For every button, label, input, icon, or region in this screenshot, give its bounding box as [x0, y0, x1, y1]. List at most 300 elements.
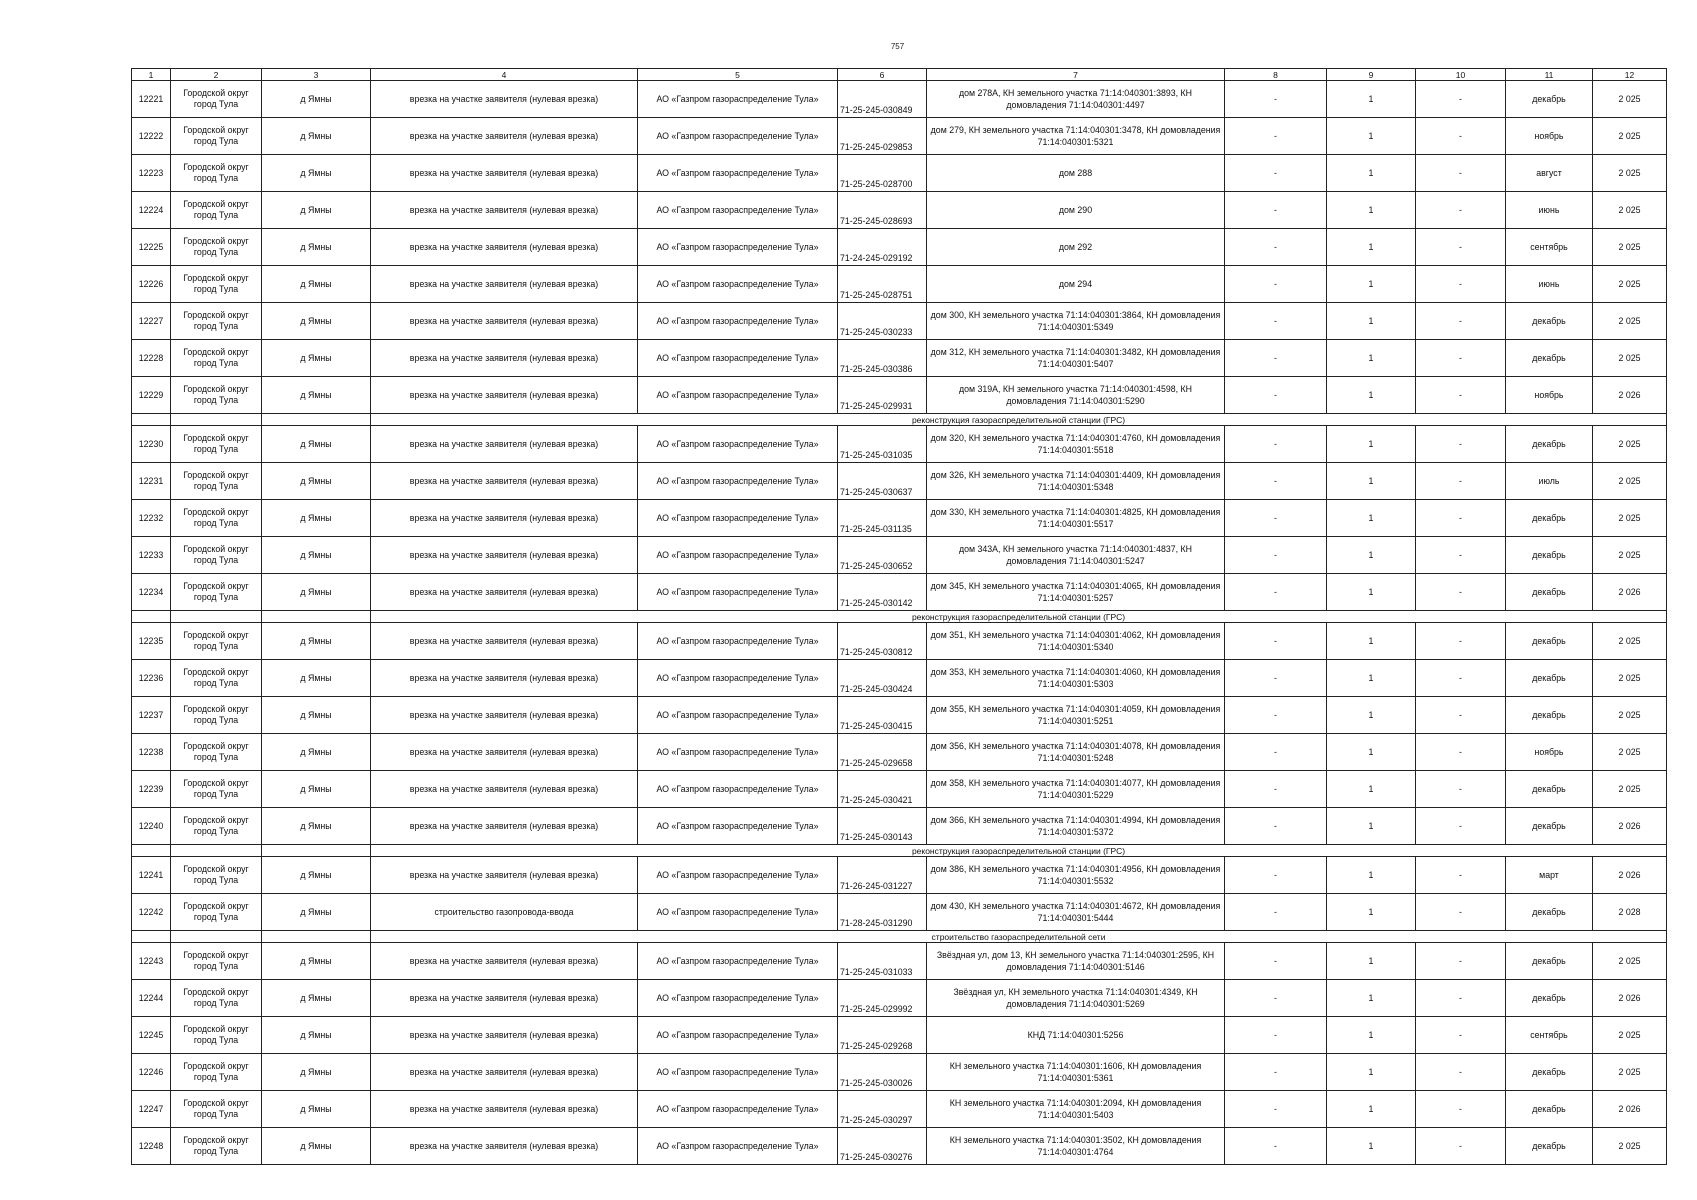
request-code-cell: 71-25-245-031035 [838, 426, 927, 463]
column-10-cell: - [1416, 303, 1506, 340]
month-cell: ноябрь [1506, 734, 1593, 771]
section-blank-cell [132, 845, 171, 857]
column-10-cell: - [1416, 697, 1506, 734]
organization-cell: АО «Газпром газораспределение Тула» [638, 734, 838, 771]
section-blank-cell [171, 845, 262, 857]
column-10-cell: - [1416, 81, 1506, 118]
row-number-cell: 12239 [132, 771, 171, 808]
month-cell: июнь [1506, 192, 1593, 229]
month-cell: июль [1506, 463, 1593, 500]
column-8-cell: - [1225, 192, 1327, 229]
year-cell: 2 025 [1593, 192, 1667, 229]
district-cell: Городской округ город Тула [171, 734, 262, 771]
column-10-cell: - [1416, 266, 1506, 303]
column-10-cell: - [1416, 377, 1506, 414]
month-cell: декабрь [1506, 660, 1593, 697]
row-number-cell: 12224 [132, 192, 171, 229]
district-cell: Городской округ город Тула [171, 118, 262, 155]
district-cell: Городской округ город Тула [171, 340, 262, 377]
district-cell: Городской округ город Тула [171, 623, 262, 660]
work-type-cell: врезка на участке заявителя (нулевая врезка) [371, 118, 638, 155]
locality-cell: д Ямны [262, 771, 371, 808]
work-type-cell: врезка на участке заявителя (нулевая врезка) [371, 943, 638, 980]
locality-cell: д Ямны [262, 229, 371, 266]
month-cell: декабрь [1506, 980, 1593, 1017]
locality-cell: д Ямны [262, 537, 371, 574]
column-8-cell: - [1225, 660, 1327, 697]
column-8-cell: - [1225, 340, 1327, 377]
month-cell: июнь [1506, 266, 1593, 303]
year-cell: 2 025 [1593, 1054, 1667, 1091]
row-number-cell: 12232 [132, 500, 171, 537]
month-cell: декабрь [1506, 81, 1593, 118]
organization-cell: АО «Газпром газораспределение Тула» [638, 377, 838, 414]
column-10-cell: - [1416, 1054, 1506, 1091]
column-10-cell: - [1416, 1128, 1506, 1165]
table-row [132, 857, 1667, 894]
organization-cell: АО «Газпром газораспределение Тула» [638, 229, 838, 266]
address-cell: КН земельного участка 71:14:040301:3502, КН домовладения 71:14:040301:4764 [927, 1128, 1225, 1165]
district-cell: Городской округ город Тула [171, 229, 262, 266]
work-type-cell: врезка на участке заявителя (нулевая врезка) [371, 1017, 638, 1054]
column-10-cell: - [1416, 771, 1506, 808]
row-number-cell: 12240 [132, 808, 171, 845]
request-code-cell: 71-25-245-030424 [838, 660, 927, 697]
district-cell: Городской округ город Тула [171, 1054, 262, 1091]
work-type-cell: врезка на участке заявителя (нулевая врезка) [371, 697, 638, 734]
address-cell: КН земельного участка 71:14:040301:1606, КН домовладения 71:14:040301:5361 [927, 1054, 1225, 1091]
request-code-cell: 71-25-245-028700 [838, 155, 927, 192]
year-cell: 2 025 [1593, 266, 1667, 303]
organization-cell: АО «Газпром газораспределение Тула» [638, 1091, 838, 1128]
table-row [132, 118, 1667, 155]
request-code-cell: 71-25-245-030297 [838, 1091, 927, 1128]
section-blank-cell [262, 611, 371, 623]
column-8-cell: - [1225, 943, 1327, 980]
table-row [132, 1128, 1667, 1165]
table-row [132, 1017, 1667, 1054]
work-type-cell: строительство газопровода-ввода [371, 894, 638, 931]
column-number: 8 [1225, 69, 1327, 81]
table-row [132, 734, 1667, 771]
quantity-cell: 1 [1327, 771, 1416, 808]
request-code-cell: 71-25-245-029658 [838, 734, 927, 771]
organization-cell: АО «Газпром газораспределение Тула» [638, 1054, 838, 1091]
column-10-cell: - [1416, 192, 1506, 229]
column-8-cell: - [1225, 81, 1327, 118]
request-code-cell: 71-25-245-030142 [838, 574, 927, 611]
table-row [132, 660, 1667, 697]
column-number: 1 [132, 69, 171, 81]
table-body [132, 69, 1667, 1165]
organization-cell: АО «Газпром газораспределение Тула» [638, 500, 838, 537]
table-row [132, 500, 1667, 537]
row-number-cell: 12247 [132, 1091, 171, 1128]
month-cell: декабрь [1506, 894, 1593, 931]
month-cell: декабрь [1506, 1128, 1593, 1165]
quantity-cell: 1 [1327, 303, 1416, 340]
row-number-cell: 12237 [132, 697, 171, 734]
row-number-cell: 12236 [132, 660, 171, 697]
organization-cell: АО «Газпром газораспределение Тула» [638, 192, 838, 229]
year-cell: 2 026 [1593, 574, 1667, 611]
organization-cell: АО «Газпром газораспределение Тула» [638, 463, 838, 500]
column-number-row [132, 69, 1667, 81]
address-cell: дом 290 [927, 192, 1225, 229]
locality-cell: д Ямны [262, 266, 371, 303]
address-cell: дом 320, КН земельного участка 71:14:040301:4760, КН домовладения 71:14:040301:5518 [927, 426, 1225, 463]
column-10-cell: - [1416, 623, 1506, 660]
organization-cell: АО «Газпром газораспределение Тула» [638, 426, 838, 463]
locality-cell: д Ямны [262, 734, 371, 771]
organization-cell: АО «Газпром газораспределение Тула» [638, 340, 838, 377]
year-cell: 2 025 [1593, 1017, 1667, 1054]
column-10-cell: - [1416, 734, 1506, 771]
year-cell: 2 025 [1593, 303, 1667, 340]
address-cell: дом 326, КН земельного участка 71:14:040301:4409, КН домовладения 71:14:040301:5348 [927, 463, 1225, 500]
quantity-cell: 1 [1327, 943, 1416, 980]
quantity-cell: 1 [1327, 500, 1416, 537]
row-number-cell: 12248 [132, 1128, 171, 1165]
table-row [132, 81, 1667, 118]
locality-cell: д Ямны [262, 808, 371, 845]
column-8-cell: - [1225, 894, 1327, 931]
row-number-cell: 12223 [132, 155, 171, 192]
locality-cell: д Ямны [262, 340, 371, 377]
month-cell: сентябрь [1506, 1017, 1593, 1054]
locality-cell: д Ямны [262, 1017, 371, 1054]
month-cell: сентябрь [1506, 229, 1593, 266]
locality-cell: д Ямны [262, 574, 371, 611]
organization-cell: АО «Газпром газораспределение Тула» [638, 574, 838, 611]
address-cell: дом 351, КН земельного участка 71:14:040301:4062, КН домовладения 71:14:040301:5340 [927, 623, 1225, 660]
column-8-cell: - [1225, 1054, 1327, 1091]
request-code-cell: 71-28-245-031290 [838, 894, 927, 931]
month-cell: ноябрь [1506, 377, 1593, 414]
month-cell: декабрь [1506, 340, 1593, 377]
table-row [132, 697, 1667, 734]
column-10-cell: - [1416, 426, 1506, 463]
section-blank-cell [171, 414, 262, 426]
address-cell: дом 288 [927, 155, 1225, 192]
address-cell: дом 386, КН земельного участка 71:14:040301:4956, КН домовладения 71:14:040301:5532 [927, 857, 1225, 894]
district-cell: Городской округ город Тула [171, 377, 262, 414]
column-8-cell: - [1225, 463, 1327, 500]
year-cell: 2 025 [1593, 537, 1667, 574]
quantity-cell: 1 [1327, 697, 1416, 734]
row-number-cell: 12228 [132, 340, 171, 377]
quantity-cell: 1 [1327, 808, 1416, 845]
year-cell: 2 025 [1593, 229, 1667, 266]
address-cell: дом 300, КН земельного участка 71:14:040301:3864, КН домовладения 71:14:040301:5349 [927, 303, 1225, 340]
address-cell: дом 312, КН земельного участка 71:14:040301:3482, КН домовладения 71:14:040301:5407 [927, 340, 1225, 377]
section-blank-cell [132, 414, 171, 426]
row-number-cell: 12229 [132, 377, 171, 414]
column-10-cell: - [1416, 857, 1506, 894]
work-type-cell: врезка на участке заявителя (нулевая врезка) [371, 980, 638, 1017]
address-cell: дом 345, КН земельного участка 71:14:040301:4065, КН домовладения 71:14:040301:5257 [927, 574, 1225, 611]
table-row [132, 574, 1667, 611]
year-cell: 2 025 [1593, 500, 1667, 537]
table-row [132, 623, 1667, 660]
column-8-cell: - [1225, 574, 1327, 611]
month-cell: декабрь [1506, 574, 1593, 611]
quantity-cell: 1 [1327, 660, 1416, 697]
work-type-cell: врезка на участке заявителя (нулевая врезка) [371, 857, 638, 894]
organization-cell: АО «Газпром газораспределение Тула» [638, 660, 838, 697]
column-number: 4 [371, 69, 638, 81]
locality-cell: д Ямны [262, 500, 371, 537]
year-cell: 2 026 [1593, 1091, 1667, 1128]
request-code-cell: 71-25-245-031135 [838, 500, 927, 537]
request-code-cell: 71-25-245-031033 [838, 943, 927, 980]
district-cell: Городской округ город Тула [171, 980, 262, 1017]
column-8-cell: - [1225, 623, 1327, 660]
section-blank-cell [262, 414, 371, 426]
quantity-cell: 1 [1327, 229, 1416, 266]
organization-cell: АО «Газпром газораспределение Тула» [638, 266, 838, 303]
locality-cell: д Ямны [262, 1091, 371, 1128]
organization-cell: АО «Газпром газораспределение Тула» [638, 1128, 838, 1165]
column-8-cell: - [1225, 1091, 1327, 1128]
year-cell: 2 025 [1593, 660, 1667, 697]
request-code-cell: 71-25-245-029268 [838, 1017, 927, 1054]
quantity-cell: 1 [1327, 734, 1416, 771]
section-label: реконструкция газораспределительной станции (ГРС) [371, 845, 1667, 857]
row-number-cell: 12225 [132, 229, 171, 266]
district-cell: Городской округ город Тула [171, 1128, 262, 1165]
column-8-cell: - [1225, 980, 1327, 1017]
table-row [132, 155, 1667, 192]
row-number-cell: 12235 [132, 623, 171, 660]
row-number-cell: 12238 [132, 734, 171, 771]
locality-cell: д Ямны [262, 660, 371, 697]
column-number: 2 [171, 69, 262, 81]
quantity-cell: 1 [1327, 377, 1416, 414]
column-10-cell: - [1416, 894, 1506, 931]
row-number-cell: 12245 [132, 1017, 171, 1054]
month-cell: декабрь [1506, 537, 1593, 574]
address-cell: дом 358, КН земельного участка 71:14:040301:4077, КН домовладения 71:14:040301:5229 [927, 771, 1225, 808]
column-8-cell: - [1225, 1128, 1327, 1165]
district-cell: Городской округ город Тула [171, 771, 262, 808]
work-type-cell: врезка на участке заявителя (нулевая врезка) [371, 463, 638, 500]
row-number-cell: 12231 [132, 463, 171, 500]
month-cell: декабрь [1506, 426, 1593, 463]
row-number-cell: 12227 [132, 303, 171, 340]
district-cell: Городской округ город Тула [171, 155, 262, 192]
month-cell: декабрь [1506, 697, 1593, 734]
year-cell: 2 028 [1593, 894, 1667, 931]
table-row [132, 808, 1667, 845]
request-code-cell: 71-25-245-030026 [838, 1054, 927, 1091]
locality-cell: д Ямны [262, 303, 371, 340]
request-code-cell: 71-25-245-028693 [838, 192, 927, 229]
column-8-cell: - [1225, 303, 1327, 340]
column-8-cell: - [1225, 857, 1327, 894]
organization-cell: АО «Газпром газораспределение Тула» [638, 943, 838, 980]
district-cell: Городской округ город Тула [171, 808, 262, 845]
quantity-cell: 1 [1327, 1054, 1416, 1091]
row-number-cell: 12233 [132, 537, 171, 574]
request-code-cell: 71-25-245-030415 [838, 697, 927, 734]
district-cell: Городской округ город Тула [171, 1091, 262, 1128]
column-10-cell: - [1416, 808, 1506, 845]
column-10-cell: - [1416, 574, 1506, 611]
year-cell: 2 026 [1593, 377, 1667, 414]
locality-cell: д Ямны [262, 463, 371, 500]
address-cell: дом 279, КН земельного участка 71:14:040301:3478, КН домовладения 71:14:040301:5321 [927, 118, 1225, 155]
column-8-cell: - [1225, 500, 1327, 537]
district-cell: Городской округ город Тула [171, 537, 262, 574]
organization-cell: АО «Газпром газораспределение Тула» [638, 697, 838, 734]
column-8-cell: - [1225, 155, 1327, 192]
column-10-cell: - [1416, 660, 1506, 697]
work-type-cell: врезка на участке заявителя (нулевая врезка) [371, 81, 638, 118]
district-cell: Городской округ город Тула [171, 660, 262, 697]
table-row [132, 771, 1667, 808]
table-row [132, 377, 1667, 414]
quantity-cell: 1 [1327, 192, 1416, 229]
request-code-cell: 71-24-245-029192 [838, 229, 927, 266]
table-row [132, 943, 1667, 980]
column-8-cell: - [1225, 771, 1327, 808]
year-cell: 2 025 [1593, 623, 1667, 660]
column-number: 5 [638, 69, 838, 81]
row-number-cell: 12246 [132, 1054, 171, 1091]
organization-cell: АО «Газпром газораспределение Тула» [638, 155, 838, 192]
district-cell: Городской округ город Тула [171, 192, 262, 229]
column-8-cell: - [1225, 537, 1327, 574]
district-cell: Городской округ город Тула [171, 426, 262, 463]
month-cell: декабрь [1506, 943, 1593, 980]
table-row [132, 303, 1667, 340]
table-row [132, 1091, 1667, 1128]
year-cell: 2 025 [1593, 118, 1667, 155]
work-type-cell: врезка на участке заявителя (нулевая врезка) [371, 377, 638, 414]
work-type-cell: врезка на участке заявителя (нулевая врезка) [371, 500, 638, 537]
request-code-cell: 71-25-245-030812 [838, 623, 927, 660]
request-code-cell: 71-25-245-030421 [838, 771, 927, 808]
section-blank-cell [262, 931, 371, 943]
year-cell: 2 025 [1593, 771, 1667, 808]
work-type-cell: врезка на участке заявителя (нулевая врезка) [371, 771, 638, 808]
locality-cell: д Ямны [262, 857, 371, 894]
work-type-cell: врезка на участке заявителя (нулевая врезка) [371, 660, 638, 697]
gasification-table [131, 68, 1667, 1165]
quantity-cell: 1 [1327, 537, 1416, 574]
section-label: реконструкция газораспределительной станции (ГРС) [371, 414, 1667, 426]
request-code-cell: 71-25-245-030652 [838, 537, 927, 574]
work-type-cell: врезка на участке заявителя (нулевая врезка) [371, 155, 638, 192]
column-8-cell: - [1225, 426, 1327, 463]
request-code-cell: 71-25-245-030637 [838, 463, 927, 500]
organization-cell: АО «Газпром газораспределение Тула» [638, 81, 838, 118]
locality-cell: д Ямны [262, 943, 371, 980]
work-type-cell: врезка на участке заявителя (нулевая врезка) [371, 537, 638, 574]
request-code-cell: 71-25-245-029931 [838, 377, 927, 414]
quantity-cell: 1 [1327, 857, 1416, 894]
work-type-cell: врезка на участке заявителя (нулевая врезка) [371, 1128, 638, 1165]
row-number-cell: 12226 [132, 266, 171, 303]
column-number: 10 [1416, 69, 1506, 81]
address-cell: Звёздная ул, КН земельного участка 71:14:040301:4349, КН домовладения 71:14:040301:5269 [927, 980, 1225, 1017]
quantity-cell: 1 [1327, 266, 1416, 303]
district-cell: Городской округ город Тула [171, 81, 262, 118]
address-cell: дом 356, КН земельного участка 71:14:040301:4078, КН домовладения 71:14:040301:5248 [927, 734, 1225, 771]
year-cell: 2 025 [1593, 81, 1667, 118]
quantity-cell: 1 [1327, 1017, 1416, 1054]
organization-cell: АО «Газпром газораспределение Тула» [638, 894, 838, 931]
year-cell: 2 026 [1593, 857, 1667, 894]
section-blank-cell [171, 611, 262, 623]
column-10-cell: - [1416, 943, 1506, 980]
work-type-cell: врезка на участке заявителя (нулевая врезка) [371, 192, 638, 229]
column-number: 9 [1327, 69, 1416, 81]
month-cell: декабрь [1506, 771, 1593, 808]
address-cell: дом 319А, КН земельного участка 71:14:040301:4598, КН домовладения 71:14:040301:5290 [927, 377, 1225, 414]
row-number-cell: 12234 [132, 574, 171, 611]
organization-cell: АО «Газпром газораспределение Тула» [638, 537, 838, 574]
locality-cell: д Ямны [262, 623, 371, 660]
column-10-cell: - [1416, 340, 1506, 377]
year-cell: 2 025 [1593, 697, 1667, 734]
column-number: 12 [1593, 69, 1667, 81]
column-8-cell: - [1225, 118, 1327, 155]
section-label: реконструкция газораспределительной станции (ГРС) [371, 611, 1667, 623]
month-cell: декабрь [1506, 500, 1593, 537]
year-cell: 2 025 [1593, 426, 1667, 463]
work-type-cell: врезка на участке заявителя (нулевая врезка) [371, 734, 638, 771]
year-cell: 2 026 [1593, 808, 1667, 845]
table-row [132, 340, 1667, 377]
locality-cell: д Ямны [262, 980, 371, 1017]
month-cell: декабрь [1506, 808, 1593, 845]
column-number: 11 [1506, 69, 1593, 81]
request-code-cell: 71-25-245-028751 [838, 266, 927, 303]
month-cell: март [1506, 857, 1593, 894]
column-10-cell: - [1416, 155, 1506, 192]
work-type-cell: врезка на участке заявителя (нулевая врезка) [371, 426, 638, 463]
locality-cell: д Ямны [262, 697, 371, 734]
work-type-cell: врезка на участке заявителя (нулевая врезка) [371, 340, 638, 377]
quantity-cell: 1 [1327, 894, 1416, 931]
district-cell: Городской округ город Тула [171, 943, 262, 980]
quantity-cell: 1 [1327, 1091, 1416, 1128]
request-code-cell: 71-25-245-030143 [838, 808, 927, 845]
work-type-cell: врезка на участке заявителя (нулевая врезка) [371, 266, 638, 303]
address-cell: дом 294 [927, 266, 1225, 303]
district-cell: Городской округ город Тула [171, 266, 262, 303]
section-row [132, 611, 1667, 623]
work-type-cell: врезка на участке заявителя (нулевая врезка) [371, 1091, 638, 1128]
column-number: 3 [262, 69, 371, 81]
request-code-cell: 71-25-245-029992 [838, 980, 927, 1017]
organization-cell: АО «Газпром газораспределение Тула» [638, 303, 838, 340]
address-cell: дом 330, КН земельного участка 71:14:040301:4825, КН домовладения 71:14:040301:5517 [927, 500, 1225, 537]
address-cell: дом 278А, КН земельного участка 71:14:040301:3893, КН домовладения 71:14:040301:4497 [927, 81, 1225, 118]
column-10-cell: - [1416, 229, 1506, 266]
locality-cell: д Ямны [262, 1128, 371, 1165]
year-cell: 2 025 [1593, 1128, 1667, 1165]
row-number-cell: 12243 [132, 943, 171, 980]
quantity-cell: 1 [1327, 623, 1416, 660]
column-10-cell: - [1416, 118, 1506, 155]
quantity-cell: 1 [1327, 463, 1416, 500]
section-row [132, 414, 1667, 426]
table-row [132, 266, 1667, 303]
column-number: 6 [838, 69, 927, 81]
